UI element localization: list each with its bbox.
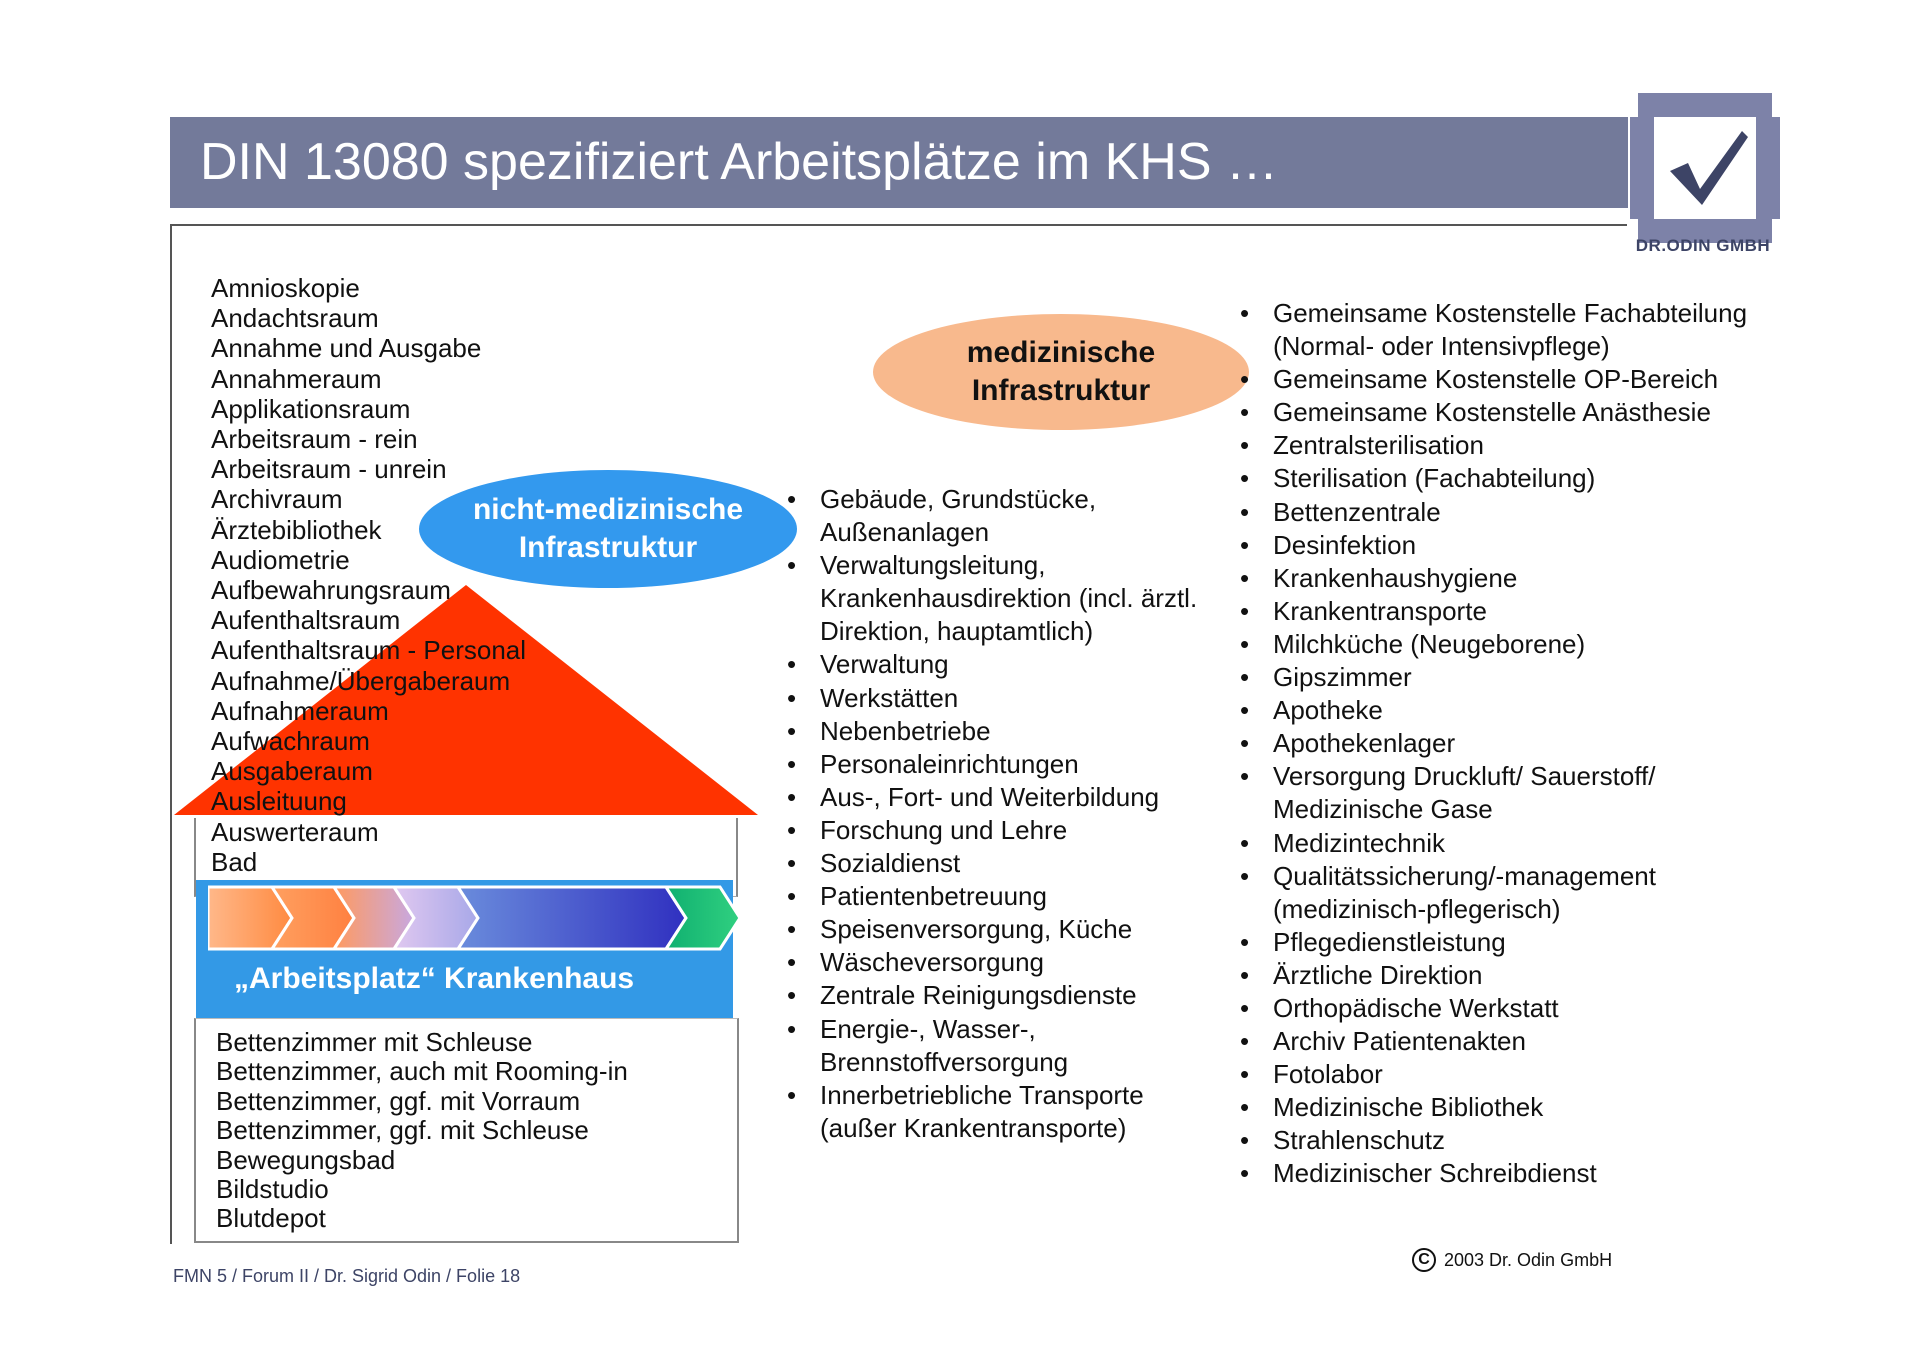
process-arrows <box>208 883 748 953</box>
list-item: • Aus-, Fort- und Weiterbildung <box>787 781 1227 814</box>
copyright-text: 2003 Dr. Odin GmbH <box>1444 1249 1613 1270</box>
ellipse-med-line1: medizinische <box>966 336 1156 369</box>
list-item: • Krankentransporte <box>1240 595 1780 628</box>
list-item: • Desinfektion <box>1240 529 1780 562</box>
room-item: Arbeitsraum - rein <box>211 424 418 455</box>
copyright-notice <box>1412 1248 1612 1272</box>
list-item: • Krankenhaushygiene <box>1240 562 1780 595</box>
list-item: • Medizinischer Schreibdienst <box>1240 1157 1780 1190</box>
room-item: Applikationsraum <box>211 393 411 424</box>
room-item: Bewegungsbad <box>216 1144 396 1175</box>
room-item: Annahme und Ausgabe <box>211 333 482 364</box>
room-item: Auswerteraum <box>211 816 379 847</box>
room-item: Audiometrie <box>211 544 350 575</box>
list-item: • Speisenversorgung, Küche <box>787 913 1227 946</box>
room-list-top <box>211 273 526 877</box>
list-item: • Zentrale Reinigungsdienste <box>787 979 1227 1012</box>
list-item: • Apothekenlager <box>1240 727 1780 760</box>
copyright-icon: C <box>1412 1248 1436 1272</box>
frame-left-line <box>170 224 172 1244</box>
room-item: Aufnahmeraum <box>211 695 389 726</box>
ellipse-non-medical-infrastructure <box>419 470 797 588</box>
list-item: • Personaleinrichtungen <box>787 748 1227 781</box>
ellipse-medical-infrastructure <box>873 314 1249 430</box>
list-item: • Verwaltungsleitung, Krankenhausdirektion (incl. ärztl. Direktion, hauptamtlich) <box>787 549 1227 648</box>
room-item: Amnioskopie <box>211 273 360 303</box>
list-item: • Strahlenschutz <box>1240 1124 1780 1157</box>
list-item: • Energie-, Wasser-, Brennstoffversorgung <box>787 1013 1227 1079</box>
room-item: Bettenzimmer mit Schleuse <box>216 1027 533 1057</box>
list-item: • Werkstätten <box>787 682 1227 715</box>
list-item: • Sozialdienst <box>787 847 1227 880</box>
room-item: Archivraum <box>211 484 343 515</box>
room-item: Bildstudio <box>216 1174 329 1205</box>
list-item: • Zentralsterilisation <box>1240 429 1780 462</box>
list-item: • Patientenbetreuung <box>787 880 1227 913</box>
list-item: • Gebäude, Grundstücke, Außenanlagen <box>787 483 1227 549</box>
logo-caption: DR.ODIN GMBH <box>1635 236 1771 255</box>
banner-label: „Arbeitsplatz“ Krankenhaus <box>234 962 635 995</box>
list-item: • Fotolabor <box>1240 1058 1780 1091</box>
frame-top-line <box>170 224 1627 226</box>
list-item: • Gemeinsame Kostenstelle Fachabteilung (Normal- oder Intensivpflege) <box>1240 297 1780 363</box>
footer-slide-info: FMN 5 / Forum II / Dr. Sigrid Odin / Folie 18 <box>173 1266 521 1286</box>
room-item: Bettenzimmer, auch mit Rooming-in <box>216 1056 628 1087</box>
ellipse-nonmed-line1: nicht-medizinische <box>472 493 744 526</box>
list-item: • Qualitätssicherung/-management (medizinisch-pflegerisch) <box>1240 860 1780 926</box>
list-item: • Nebenbetriebe <box>787 715 1227 748</box>
list-item: • Milchküche (Neugeborene) <box>1240 628 1780 661</box>
list-item: • Medizintechnik <box>1240 827 1780 860</box>
room-item: Arbeitsraum - unrein <box>211 454 447 485</box>
list-item: • Gipszimmer <box>1240 661 1780 694</box>
list-item: • Sterilisation (Fachabteilung) <box>1240 462 1780 495</box>
list-item: • Forschung und Lehre <box>787 814 1227 847</box>
list-item: • Versorgung Druckluft/ Sauerstoff/ Medizinische Gase <box>1240 760 1780 826</box>
room-item: Blutdepot <box>216 1203 326 1234</box>
room-item: Ärztebibliothek <box>211 514 382 545</box>
room-item: Annahmeraum <box>211 363 382 394</box>
medical-list <box>1240 297 1780 1191</box>
list-item: • Apotheke <box>1240 694 1780 727</box>
room-item: Aufwachraum <box>211 726 370 757</box>
room-item: Bad <box>211 846 258 877</box>
room-item: Ausleituung <box>211 786 347 817</box>
ellipse-med-line2: Infrastruktur <box>971 374 1151 407</box>
room-item: Ausgaberaum <box>211 756 373 787</box>
list-item: • Ärztliche Direktion <box>1240 959 1780 992</box>
list-item: • Pflegedienstleistung <box>1240 926 1780 959</box>
room-list-bottom <box>216 1028 628 1234</box>
list-item: • Archiv Patientenakten <box>1240 1025 1780 1058</box>
room-item: Aufnahme/Übergaberaum <box>211 665 511 696</box>
list-item: • Gemeinsame Kostenstelle OP-Bereich <box>1240 363 1780 396</box>
list-item: • Medizinische Bibliothek <box>1240 1091 1780 1124</box>
ellipse-nonmed-line2: Infrastruktur <box>518 531 698 564</box>
room-item: Aufenthaltsraum - Personal <box>211 635 527 666</box>
list-item: • Innerbetriebliche Transporte (außer Krankentransporte) <box>787 1079 1227 1145</box>
non-medical-list <box>787 483 1227 1145</box>
list-item: • Orthopädische Werkstatt <box>1240 992 1780 1025</box>
list-item: • Gemeinsame Kostenstelle Anästhesie <box>1240 396 1780 429</box>
list-item: • Bettenzentrale <box>1240 496 1780 529</box>
room-item: Andachtsraum <box>211 303 379 334</box>
list-item: • Wäscheversorgung <box>787 946 1227 979</box>
room-item: Bettenzimmer, ggf. mit Vorraum <box>216 1085 581 1116</box>
room-item: Bettenzimmer, ggf. mit Schleuse <box>216 1115 589 1146</box>
slide-title: DIN 13080 spezifiziert Arbeitsplätze im KHS … <box>200 133 1278 191</box>
checkmark-icon <box>1630 93 1780 253</box>
room-item: Aufbewahrungsraum <box>211 575 451 606</box>
list-item: • Verwaltung <box>787 648 1227 681</box>
room-item: Aufenthaltsraum <box>211 605 401 636</box>
